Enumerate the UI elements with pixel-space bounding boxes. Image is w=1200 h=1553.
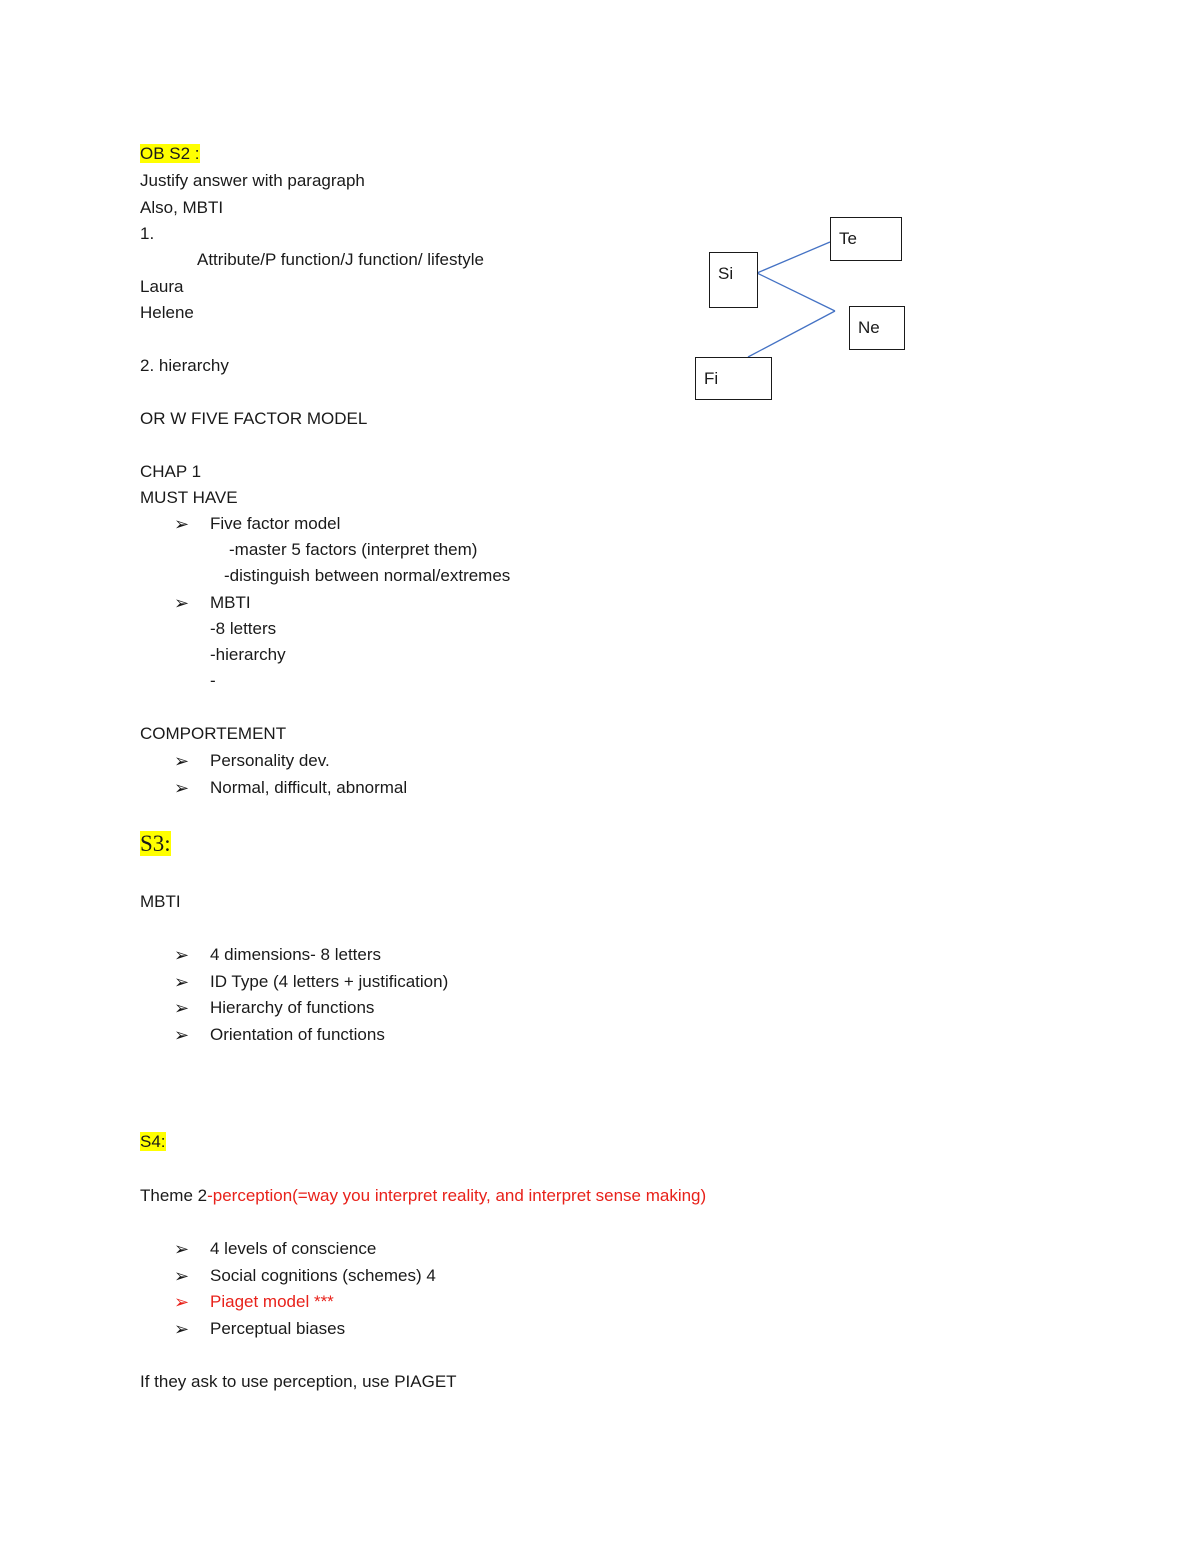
s3-heading: S3: <box>140 831 171 856</box>
s3-mbti: MBTI <box>140 892 181 911</box>
sub-dash: - <box>210 671 216 690</box>
s4-bullet: Social cognitions (schemes) 4 <box>210 1266 436 1285</box>
bullet-arrow-icon: ➢ <box>174 998 190 1018</box>
s4-bullet: 4 levels of conscience <box>210 1239 377 1258</box>
s4-theme-line <box>140 1187 706 1204</box>
comportement-heading: COMPORTEMENT <box>140 724 287 743</box>
sub-letters: -8 letters <box>210 619 277 638</box>
bullet-arrow-icon: ➢ <box>174 778 190 798</box>
s4-bullet-piaget: Piaget model *** <box>210 1292 334 1311</box>
function-box-ne: Ne <box>849 306 905 350</box>
s4-conclusion: If they ask to use perception, use PIAGET <box>140 1372 457 1391</box>
bullet-arrow-icon: ➢ <box>174 514 190 534</box>
bullet-arrow-icon: ➢ <box>174 972 190 992</box>
s4-theme-prefix: Theme 2 <box>140 1186 208 1205</box>
obs2-hierarchy: 2. hierarchy <box>140 356 229 375</box>
obs2-num1: 1. <box>140 224 155 243</box>
bullet-arrow-icon: ➢ <box>174 1292 190 1312</box>
connector-si-ne <box>757 273 835 311</box>
bullet-arrow-icon: ➢ <box>174 1025 190 1045</box>
s4-theme-red: -perception(=way you interpret reality, and interpret sense making) <box>207 1186 707 1205</box>
obs2-justify: Justify answer with paragraph <box>140 171 365 190</box>
sub-hierarchy: -hierarchy <box>210 645 286 664</box>
obs2-attribute-line: Attribute/P function/J function/ lifestyle <box>197 250 484 269</box>
function-box-te: Te <box>830 217 902 261</box>
connector-ne-fi <box>748 311 835 357</box>
s3-bullet: ID Type (4 letters + justification) <box>210 972 449 991</box>
bullet-normal: Normal, difficult, abnormal <box>210 778 408 797</box>
obs2-also: Also, MBTI <box>140 198 224 217</box>
bullet-arrow-icon: ➢ <box>174 1239 190 1259</box>
bullet-mbti: MBTI <box>210 593 251 612</box>
bullet-five-factor: Five factor model <box>210 514 341 533</box>
connector-si-te <box>757 242 830 273</box>
s3-bullet: Hierarchy of functions <box>210 998 375 1017</box>
obs2-heading: OB S2 : <box>140 144 200 163</box>
obs2-chap: CHAP 1 <box>140 462 202 481</box>
obs2-laura: Laura <box>140 277 184 296</box>
bullet-arrow-icon: ➢ <box>174 1319 190 1339</box>
s4-heading: S4: <box>140 1132 166 1151</box>
function-box-si: Si <box>709 252 758 308</box>
bullet-arrow-icon: ➢ <box>174 751 190 771</box>
bullet-arrow-icon: ➢ <box>174 1266 190 1286</box>
s4-bullet: Perceptual biases <box>210 1319 346 1338</box>
function-box-fi: Fi <box>695 357 772 400</box>
s3-bullet: 4 dimensions- 8 letters <box>210 945 382 964</box>
bullet-arrow-icon: ➢ <box>174 593 190 613</box>
obs2-must-have: MUST HAVE <box>140 488 238 507</box>
obs2-helene: Helene <box>140 303 194 322</box>
bullet-arrow-icon: ➢ <box>174 945 190 965</box>
bullet-personality: Personality dev. <box>210 751 330 770</box>
sub-master: -master 5 factors (interpret them) <box>229 540 478 559</box>
sub-distinguish: -distinguish between normal/extremes <box>224 566 511 585</box>
obs2-five-factor: OR W FIVE FACTOR MODEL <box>140 409 368 428</box>
s3-bullet: Orientation of functions <box>210 1025 385 1044</box>
